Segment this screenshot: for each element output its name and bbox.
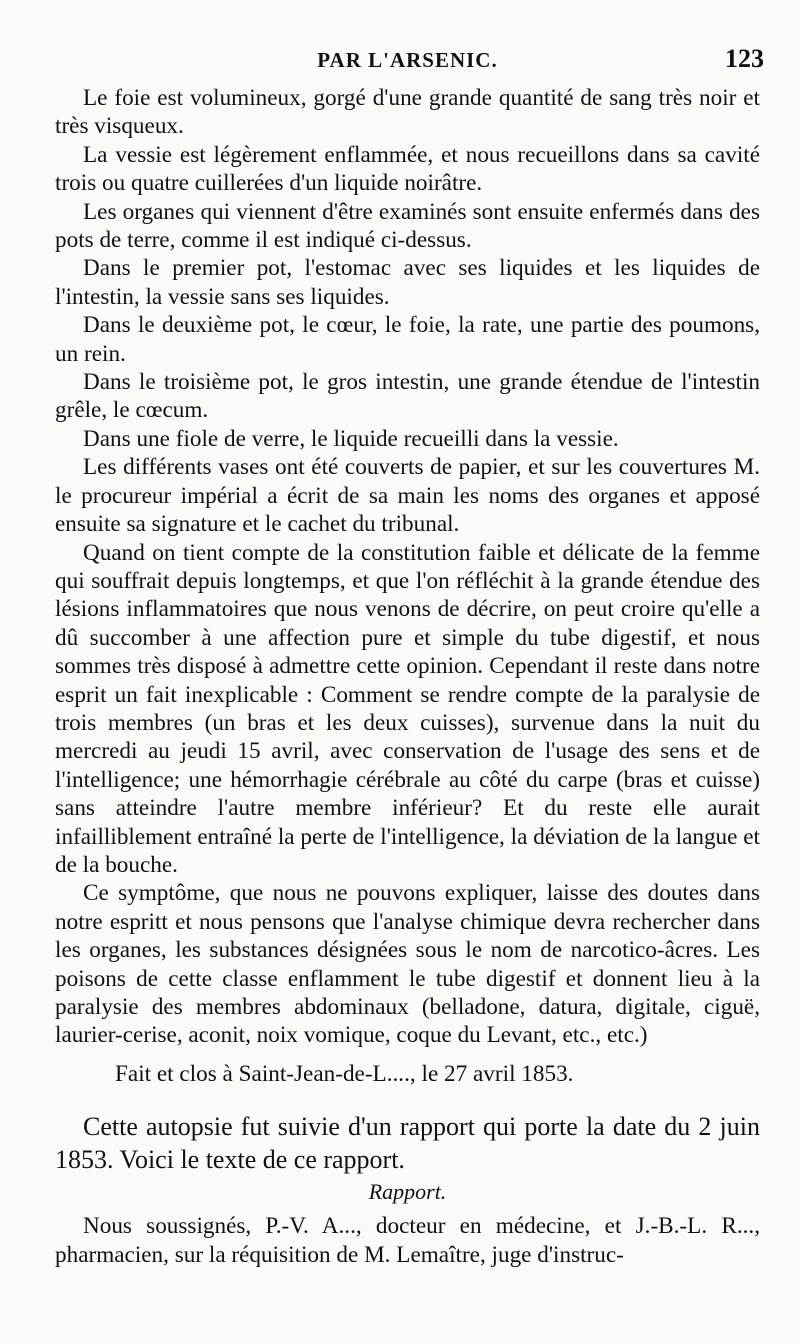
paragraph: Le foie est volumineux, gorgé d'une grande quantité de sang très noir et très visqueux.: [55, 85, 760, 140]
running-title: PAR L'ARSENIC.: [317, 48, 498, 72]
intro-paragraph: Cette autopsie fut suivie d'un rapport qui porte la date du 2 juin 1853. Voici le texte de ce rapport.: [55, 1112, 760, 1175]
paragraph: Dans le troisième pot, le gros intestin, une grande étendue de l'intestin grêle, le cœcum.: [55, 369, 760, 424]
paragraph: Dans le premier pot, l'estomac avec ses liquides et les liquides de l'intestin, la vessie sans ses liquides.: [55, 255, 760, 310]
paragraph: Les organes qui viennent d'être examinés sont ensuite enfermés dans des pots de terre, comme il est indiqué ci-dessus.: [55, 198, 760, 254]
paragraph: Ce symptôme, que nous ne pouvons expliquer, laisse des doutes dans notre espritt et nous pensons que l'analyse chimique devra rechercher dans les organes, les substances désignées sous le nom de narcotico-âcres. Les poisons de cette classe enflamment le tube digestif et donnent lieu à la paralysie des membres abdominaux (belladone, datura, digitale, ciguë, laurier-cerise, aconit, noix vomique, coque du Levant, etc., etc.): [55, 880, 760, 1049]
paragraph: La vessie est légèrement enflammée, et nous recueillons dans sa cavité trois ou quatre cuillerées d'un liquide noirâtre.: [55, 141, 760, 197]
paragraph: Dans une fiole de verre, le liquide recueilli dans la vessie.: [83, 425, 619, 452]
paragraph: Les différents vases ont été couverts de papier, et sur les couvertures M. le procureur impérial a écrit de sa main les noms des organes et apposé ensuite sa signature et le cachet du tribunal.: [55, 454, 760, 538]
paragraph: Dans le deuxième pot, le cœur, le foie, la rate, une partie des poumons, un rein.: [55, 312, 760, 367]
final-section: [55, 1212, 760, 1269]
intro-section: [55, 1110, 760, 1176]
page-number: 123: [725, 44, 764, 73]
page-header: [55, 40, 764, 84]
body-text: [55, 84, 760, 1050]
paragraph: Quand on tient compte de la constitution faible et délicate de la femme qui souffrait depuis longtemps, et que l'on réfléchit à la grande étendue des lésions inflammatoires que nous venons de décrire, on peut croire qu'elle a dû succomber à une affection pure et simple du tube digestif, et nous sommes très disposé à admettre cette opinion. Cependant il reste dans notre esprit un fait inexplicable : Comment se rendre compte de la paralysie de trois membres (un bras et les deux cuisses), survenue dans la nuit du mercredi au jeudi 15 avril, avec conservation de l'usage des sens et de l'intelligence; une hémorrhagie cérébrale au côté du carpe (bras et cuisse) sans atteindre l'autre membre inférieur? Et du reste elle aurait infailliblement entraîné la perte de l'intelligence, la déviation de la langue et de la bouche.: [55, 539, 760, 878]
section-title: Rapport.: [368, 1179, 447, 1205]
final-paragraph: Nous soussignés, P.-V. A..., docteur en médecine, et J.-B.-L. R..., pharmacien, sur la réquisition de M. Lemaître, juge d'instruc-: [55, 1213, 760, 1268]
closing-line: Fait et clos à Saint-Jean-de-L...., le 27 avril 1853.: [115, 1060, 574, 1087]
